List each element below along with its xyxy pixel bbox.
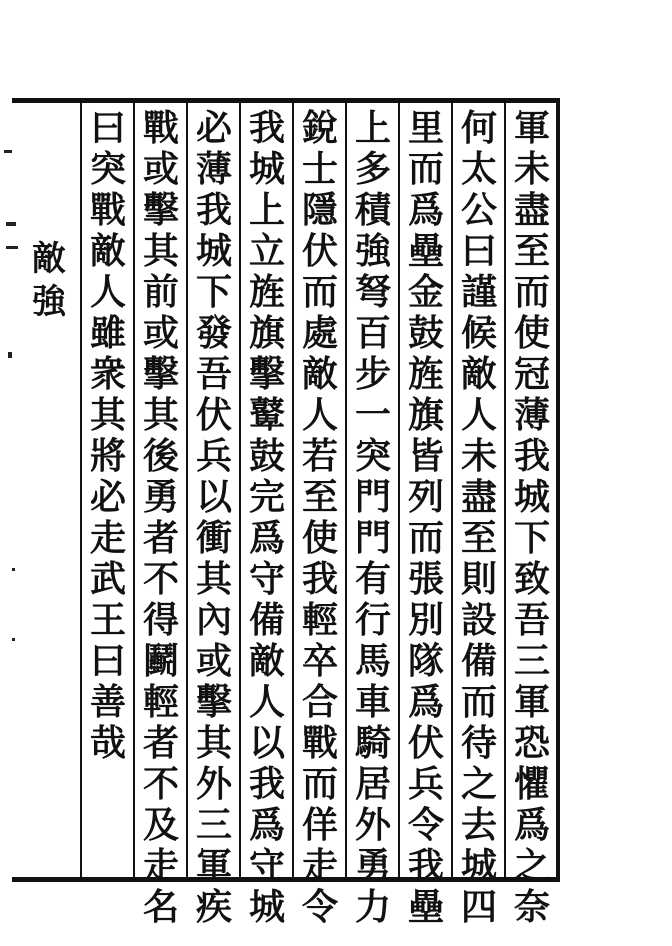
text-character: 前 [142,271,179,313]
text-character: 城 [460,845,497,887]
text-character: 薄 [195,148,232,190]
text-character: 疾 [195,886,232,928]
text-character: 強 [354,230,391,272]
text-character: 合 [301,681,338,723]
text-character: 曰 [89,640,126,682]
text-character: 我 [248,763,285,805]
text-character: 人 [460,394,497,436]
column-rule [133,103,135,877]
text-character: 使 [301,517,338,559]
text-character: 處 [301,312,338,354]
text-column-8 [138,107,184,928]
text-character: 弩 [354,271,391,313]
text-character: 其 [142,394,179,436]
text-character: 盡 [513,189,550,231]
text-column-5 [297,107,343,928]
text-character: 兵 [407,763,444,805]
text-character: 行 [354,599,391,641]
text-character: 爲 [513,804,550,846]
text-character: 伏 [301,230,338,272]
text-character: 至 [513,230,550,272]
text-character: 備 [248,599,285,641]
edge-mark [8,352,12,358]
text-character: 外 [354,804,391,846]
text-column-9 [85,108,131,876]
edge-mark [12,638,15,641]
text-character: 敵 [248,640,285,682]
text-column-2 [456,107,502,928]
edge-mark [6,246,18,249]
text-character: 旌 [407,353,444,395]
text-character: 去 [460,804,497,846]
text-character: 者 [142,517,179,559]
heading-character: 強 [32,282,66,322]
text-character: 其 [195,722,232,764]
text-character: 擊 [142,353,179,395]
text-character: 何 [460,107,497,149]
text-character: 走 [89,517,126,559]
text-character: 恐 [513,722,550,764]
text-character: 別 [407,599,444,641]
text-character: 上 [248,189,285,231]
text-character: 下 [513,517,550,559]
text-character: 其 [89,394,126,436]
text-character: 城 [513,476,550,518]
text-character: 鬬 [142,640,179,682]
text-character: 車 [354,681,391,723]
text-character: 勇 [142,476,179,518]
text-character: 將 [89,435,126,477]
text-character: 百 [354,312,391,354]
text-character: 列 [407,476,444,518]
text-character: 奈 [513,886,550,928]
text-character: 隊 [407,640,444,682]
text-character: 至 [301,476,338,518]
text-character: 曰 [89,107,126,149]
text-character: 者 [142,722,179,764]
text-character: 軍 [513,681,550,723]
text-character: 戰 [301,722,338,764]
edge-mark [4,150,12,153]
text-character: 旌 [248,271,285,313]
text-character: 太 [460,148,497,190]
text-character: 走 [142,845,179,887]
column-rule [451,103,453,877]
text-character: 三 [195,804,232,846]
text-character: 步 [354,353,391,395]
text-character: 爲 [248,517,285,559]
text-character: 突 [89,148,126,190]
text-character: 勇 [354,845,391,887]
text-character: 武 [89,558,126,600]
text-character: 隱 [301,189,338,231]
text-character: 爲 [407,681,444,723]
text-character: 而 [407,517,444,559]
text-character: 爲 [248,804,285,846]
text-character: 擊 [248,353,285,395]
text-character: 而 [407,148,444,190]
text-character: 吾 [513,599,550,641]
text-character: 吾 [195,353,232,395]
text-character: 輕 [301,599,338,641]
text-character: 敵 [89,230,126,272]
text-character: 哉 [89,722,126,764]
column-rule [504,103,506,877]
text-character: 卒 [301,640,338,682]
text-character: 張 [407,558,444,600]
text-character: 壘 [407,230,444,272]
text-character: 備 [460,640,497,682]
text-character: 致 [513,558,550,600]
text-character: 令 [407,804,444,846]
text-character: 冠 [513,353,550,395]
text-character: 我 [513,435,550,477]
text-character: 必 [89,476,126,518]
text-character: 居 [354,763,391,805]
text-character: 鼓 [407,312,444,354]
text-character: 我 [195,189,232,231]
text-character: 懼 [513,763,550,805]
text-character: 三 [513,640,550,682]
text-character: 外 [195,763,232,805]
text-character: 人 [248,681,285,723]
text-character: 待 [460,722,497,764]
text-character: 旗 [407,394,444,436]
text-character: 積 [354,189,391,231]
text-character: 走 [301,845,338,887]
text-character: 馬 [354,640,391,682]
text-character: 門 [354,476,391,518]
text-column-4 [350,107,396,928]
text-character: 令 [301,886,338,928]
text-character: 以 [195,476,232,518]
text-character: 城 [248,148,285,190]
text-character: 戰 [89,189,126,231]
text-character: 其 [195,558,232,600]
edge-mark [12,568,15,571]
text-character: 旗 [248,312,285,354]
text-character: 發 [195,312,232,354]
text-character: 有 [354,558,391,600]
text-character: 敵 [460,353,497,395]
text-character: 金 [407,271,444,313]
text-character: 騎 [354,722,391,764]
text-character: 守 [248,845,285,887]
text-character: 完 [248,476,285,518]
text-character: 突 [354,435,391,477]
text-character: 人 [301,394,338,436]
text-character: 或 [142,148,179,190]
column-rule [292,103,294,877]
text-character: 鼙 [248,394,285,436]
text-column-6 [244,107,290,928]
text-character: 我 [248,107,285,149]
text-character: 雖 [89,312,126,354]
text-character: 薄 [513,394,550,436]
text-character: 善 [89,681,126,723]
text-character: 兵 [195,435,232,477]
text-character: 若 [301,435,338,477]
text-character: 未 [460,435,497,477]
text-character: 設 [460,599,497,641]
text-character: 力 [354,886,391,928]
text-character: 士 [301,148,338,190]
column-rule [345,103,347,877]
text-character: 名 [142,886,179,928]
text-character: 軍 [513,107,550,149]
text-character: 人 [89,271,126,313]
edge-mark [6,222,16,226]
text-column-7 [191,107,237,928]
text-character: 其 [142,230,179,272]
column-rule [398,103,400,877]
column-rule [80,103,82,877]
text-character: 我 [301,558,338,600]
text-character: 以 [248,722,285,764]
text-character: 銳 [301,107,338,149]
text-character: 或 [142,312,179,354]
column-rule [186,103,188,877]
text-character: 擊 [142,189,179,231]
text-character: 伏 [407,722,444,764]
text-character: 使 [513,312,550,354]
text-character: 內 [195,599,232,641]
text-character: 四 [460,886,497,928]
text-character: 伏 [195,394,232,436]
text-character: 謹 [460,271,497,313]
text-character: 曰 [460,230,497,272]
text-character: 敵 [301,353,338,395]
text-character: 擊 [195,681,232,723]
text-character: 衝 [195,517,232,559]
text-character: 里 [407,107,444,149]
text-character: 而 [301,763,338,805]
text-character: 爲 [407,189,444,231]
text-character: 戰 [142,107,179,149]
text-character: 之 [513,845,550,887]
text-character: 而 [460,681,497,723]
text-character: 城 [195,230,232,272]
text-character: 多 [354,148,391,190]
text-character: 門 [354,517,391,559]
text-character: 衆 [89,353,126,395]
text-column-1 [509,107,555,928]
text-character: 輕 [142,681,179,723]
text-character: 候 [460,312,497,354]
chapter-heading [26,238,72,324]
text-character: 鼓 [248,435,285,477]
text-column-3 [403,107,449,928]
text-character: 公 [460,189,497,231]
text-character: 城 [248,886,285,928]
text-character: 盡 [460,476,497,518]
text-character: 及 [142,804,179,846]
text-character: 或 [195,640,232,682]
text-character: 不 [142,763,179,805]
text-character: 不 [142,558,179,600]
text-character: 一 [354,394,391,436]
text-character: 下 [195,271,232,313]
text-character: 王 [89,599,126,641]
text-character: 壘 [407,886,444,928]
text-character: 守 [248,558,285,600]
text-character: 軍 [195,845,232,887]
text-character: 我 [407,845,444,887]
text-character: 皆 [407,435,444,477]
text-character: 則 [460,558,497,600]
heading-character: 敵 [32,239,66,279]
text-character: 之 [460,763,497,805]
text-character: 得 [142,599,179,641]
text-character: 後 [142,435,179,477]
text-character: 至 [460,517,497,559]
text-character: 未 [513,148,550,190]
text-character: 上 [354,107,391,149]
text-character: 而 [513,271,550,313]
text-character: 而 [301,271,338,313]
text-character: 佯 [301,804,338,846]
text-character: 立 [248,230,285,272]
column-rule [239,103,241,877]
text-character: 必 [195,107,232,149]
